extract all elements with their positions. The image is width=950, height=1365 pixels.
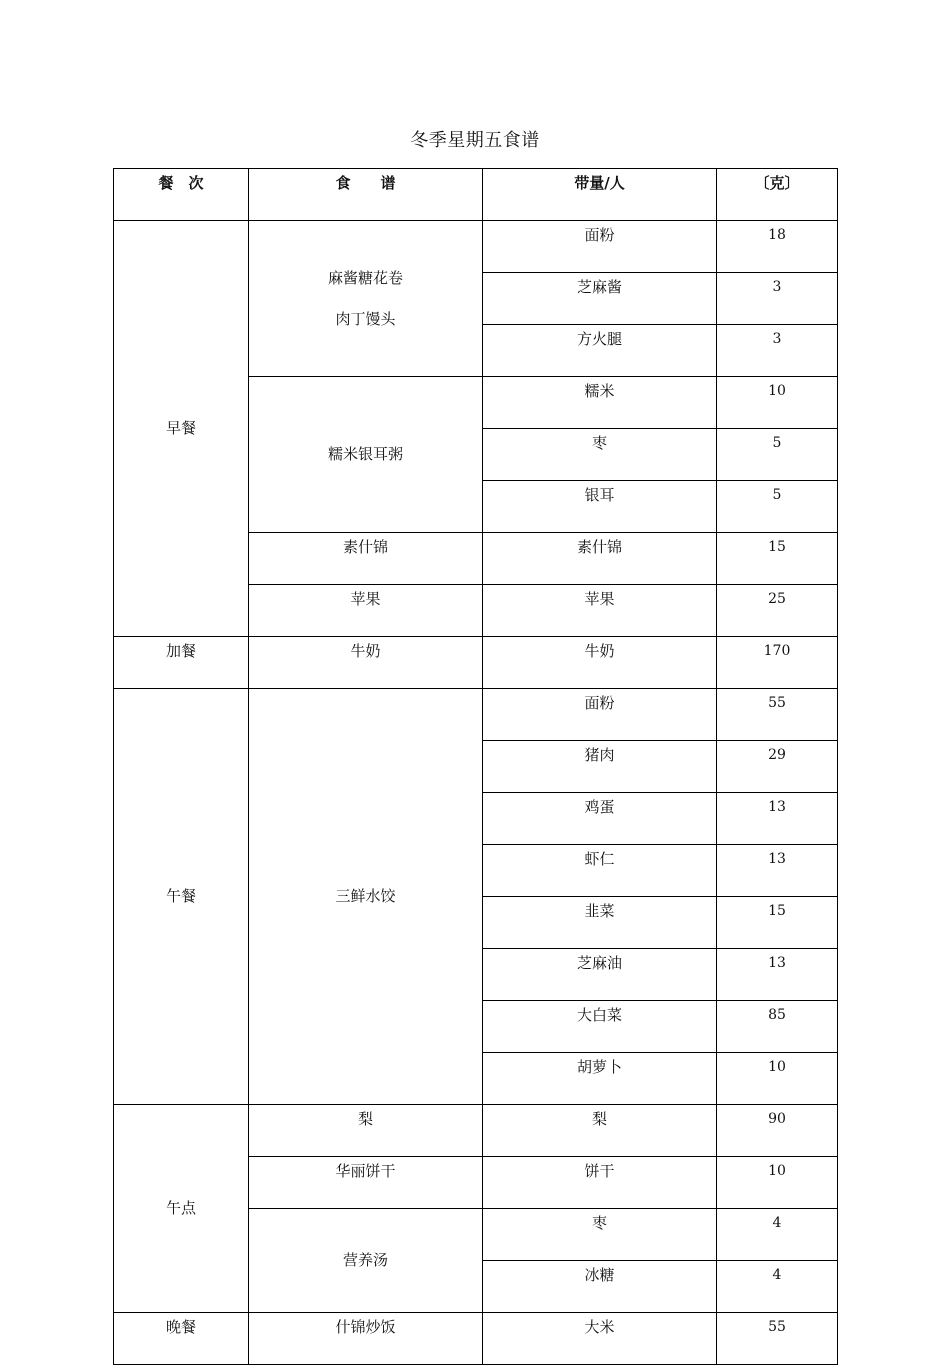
dish-name: 糯米银耳粥 <box>327 445 403 463</box>
header-amount: 带量/人 <box>483 169 717 221</box>
dish-cell <box>249 533 483 585</box>
table-row <box>114 637 838 689</box>
dish-name: 什锦炒饭 <box>335 1318 396 1336</box>
ingredient-name: 芝麻油 <box>483 949 717 1001</box>
ingredient-name: 方火腿 <box>483 325 717 377</box>
meal-cell: 晚餐 <box>114 1313 249 1365</box>
ingredient-name: 梨 <box>483 1105 717 1157</box>
ingredient-name: 饼干 <box>483 1157 717 1209</box>
header-meal: 餐 次 <box>114 169 249 221</box>
meal-cell: 午点 <box>114 1105 249 1313</box>
dish-cell <box>249 585 483 637</box>
dish-cell <box>249 637 483 689</box>
table-row <box>114 1313 838 1365</box>
ingredient-name: 胡萝卜 <box>483 1053 717 1105</box>
ingredient-grams: 29 <box>717 741 838 793</box>
ingredient-grams: 25 <box>717 585 838 637</box>
dish-name: 三鲜水饺 <box>335 887 396 905</box>
ingredient-grams: 4 <box>717 1261 838 1313</box>
ingredient-grams: 90 <box>717 1105 838 1157</box>
ingredient-name: 大米 <box>483 1313 717 1365</box>
ingredient-name: 韭菜 <box>483 897 717 949</box>
dish-name: 营养汤 <box>342 1251 388 1269</box>
ingredient-name: 芝麻酱 <box>483 273 717 325</box>
table-row <box>114 1105 838 1157</box>
ingredient-grams: 55 <box>717 1313 838 1365</box>
menu-table <box>113 168 838 1365</box>
ingredient-grams: 3 <box>717 273 838 325</box>
ingredient-grams: 18 <box>717 221 838 273</box>
dish-cell <box>249 689 483 1105</box>
header-recipe: 食 谱 <box>249 169 483 221</box>
ingredient-name: 枣 <box>483 1209 717 1261</box>
dish-cell <box>249 1209 483 1313</box>
ingredient-name: 面粉 <box>483 221 717 273</box>
table-row <box>114 221 838 273</box>
ingredient-name: 猪肉 <box>483 741 717 793</box>
dish-cell <box>249 1157 483 1209</box>
ingredient-name: 面粉 <box>483 689 717 741</box>
ingredient-grams: 170 <box>717 637 838 689</box>
dish-name: 麻酱糖花卷 <box>327 268 403 287</box>
dish-name: 梨 <box>357 1110 373 1128</box>
table-header-row <box>114 169 838 221</box>
ingredient-grams: 10 <box>717 1053 838 1105</box>
ingredient-name: 大白菜 <box>483 1001 717 1053</box>
ingredient-grams: 15 <box>717 533 838 585</box>
dish-cell <box>249 1313 483 1365</box>
dish-cell <box>249 377 483 533</box>
ingredient-grams: 13 <box>717 949 838 1001</box>
ingredient-name: 冰糖 <box>483 1261 717 1313</box>
dish-name: 华丽饼干 <box>335 1162 396 1180</box>
ingredient-grams: 85 <box>717 1001 838 1053</box>
ingredient-grams: 13 <box>717 793 838 845</box>
ingredient-name: 牛奶 <box>483 637 717 689</box>
ingredient-grams: 5 <box>717 429 838 481</box>
ingredient-grams: 10 <box>717 1157 838 1209</box>
ingredient-grams: 15 <box>717 897 838 949</box>
ingredient-grams: 13 <box>717 845 838 897</box>
meal-cell: 早餐 <box>114 221 249 637</box>
dish-name: 肉丁馒头 <box>335 309 396 328</box>
ingredient-grams: 55 <box>717 689 838 741</box>
dish-name: 苹果 <box>350 590 381 608</box>
meal-cell: 午餐 <box>114 689 249 1105</box>
ingredient-name: 鸡蛋 <box>483 793 717 845</box>
ingredient-grams: 5 <box>717 481 838 533</box>
table-row <box>114 689 838 741</box>
header-unit: 〔克〕 <box>717 169 838 221</box>
dish-cell <box>249 1105 483 1157</box>
ingredient-grams: 4 <box>717 1209 838 1261</box>
ingredient-name: 枣 <box>483 429 717 481</box>
ingredient-name: 糯米 <box>483 377 717 429</box>
dish-cell <box>249 221 483 377</box>
ingredient-name: 苹果 <box>483 585 717 637</box>
ingredient-grams: 3 <box>717 325 838 377</box>
menu-body <box>114 221 838 1365</box>
ingredient-name: 虾仁 <box>483 845 717 897</box>
page-title: 冬季星期五食谱 <box>410 130 540 151</box>
ingredient-grams: 10 <box>717 377 838 429</box>
dish-name: 牛奶 <box>350 642 381 660</box>
ingredient-name: 银耳 <box>483 481 717 533</box>
ingredient-name: 素什锦 <box>483 533 717 585</box>
dish-name: 素什锦 <box>342 538 388 556</box>
meal-cell: 加餐 <box>114 637 249 689</box>
